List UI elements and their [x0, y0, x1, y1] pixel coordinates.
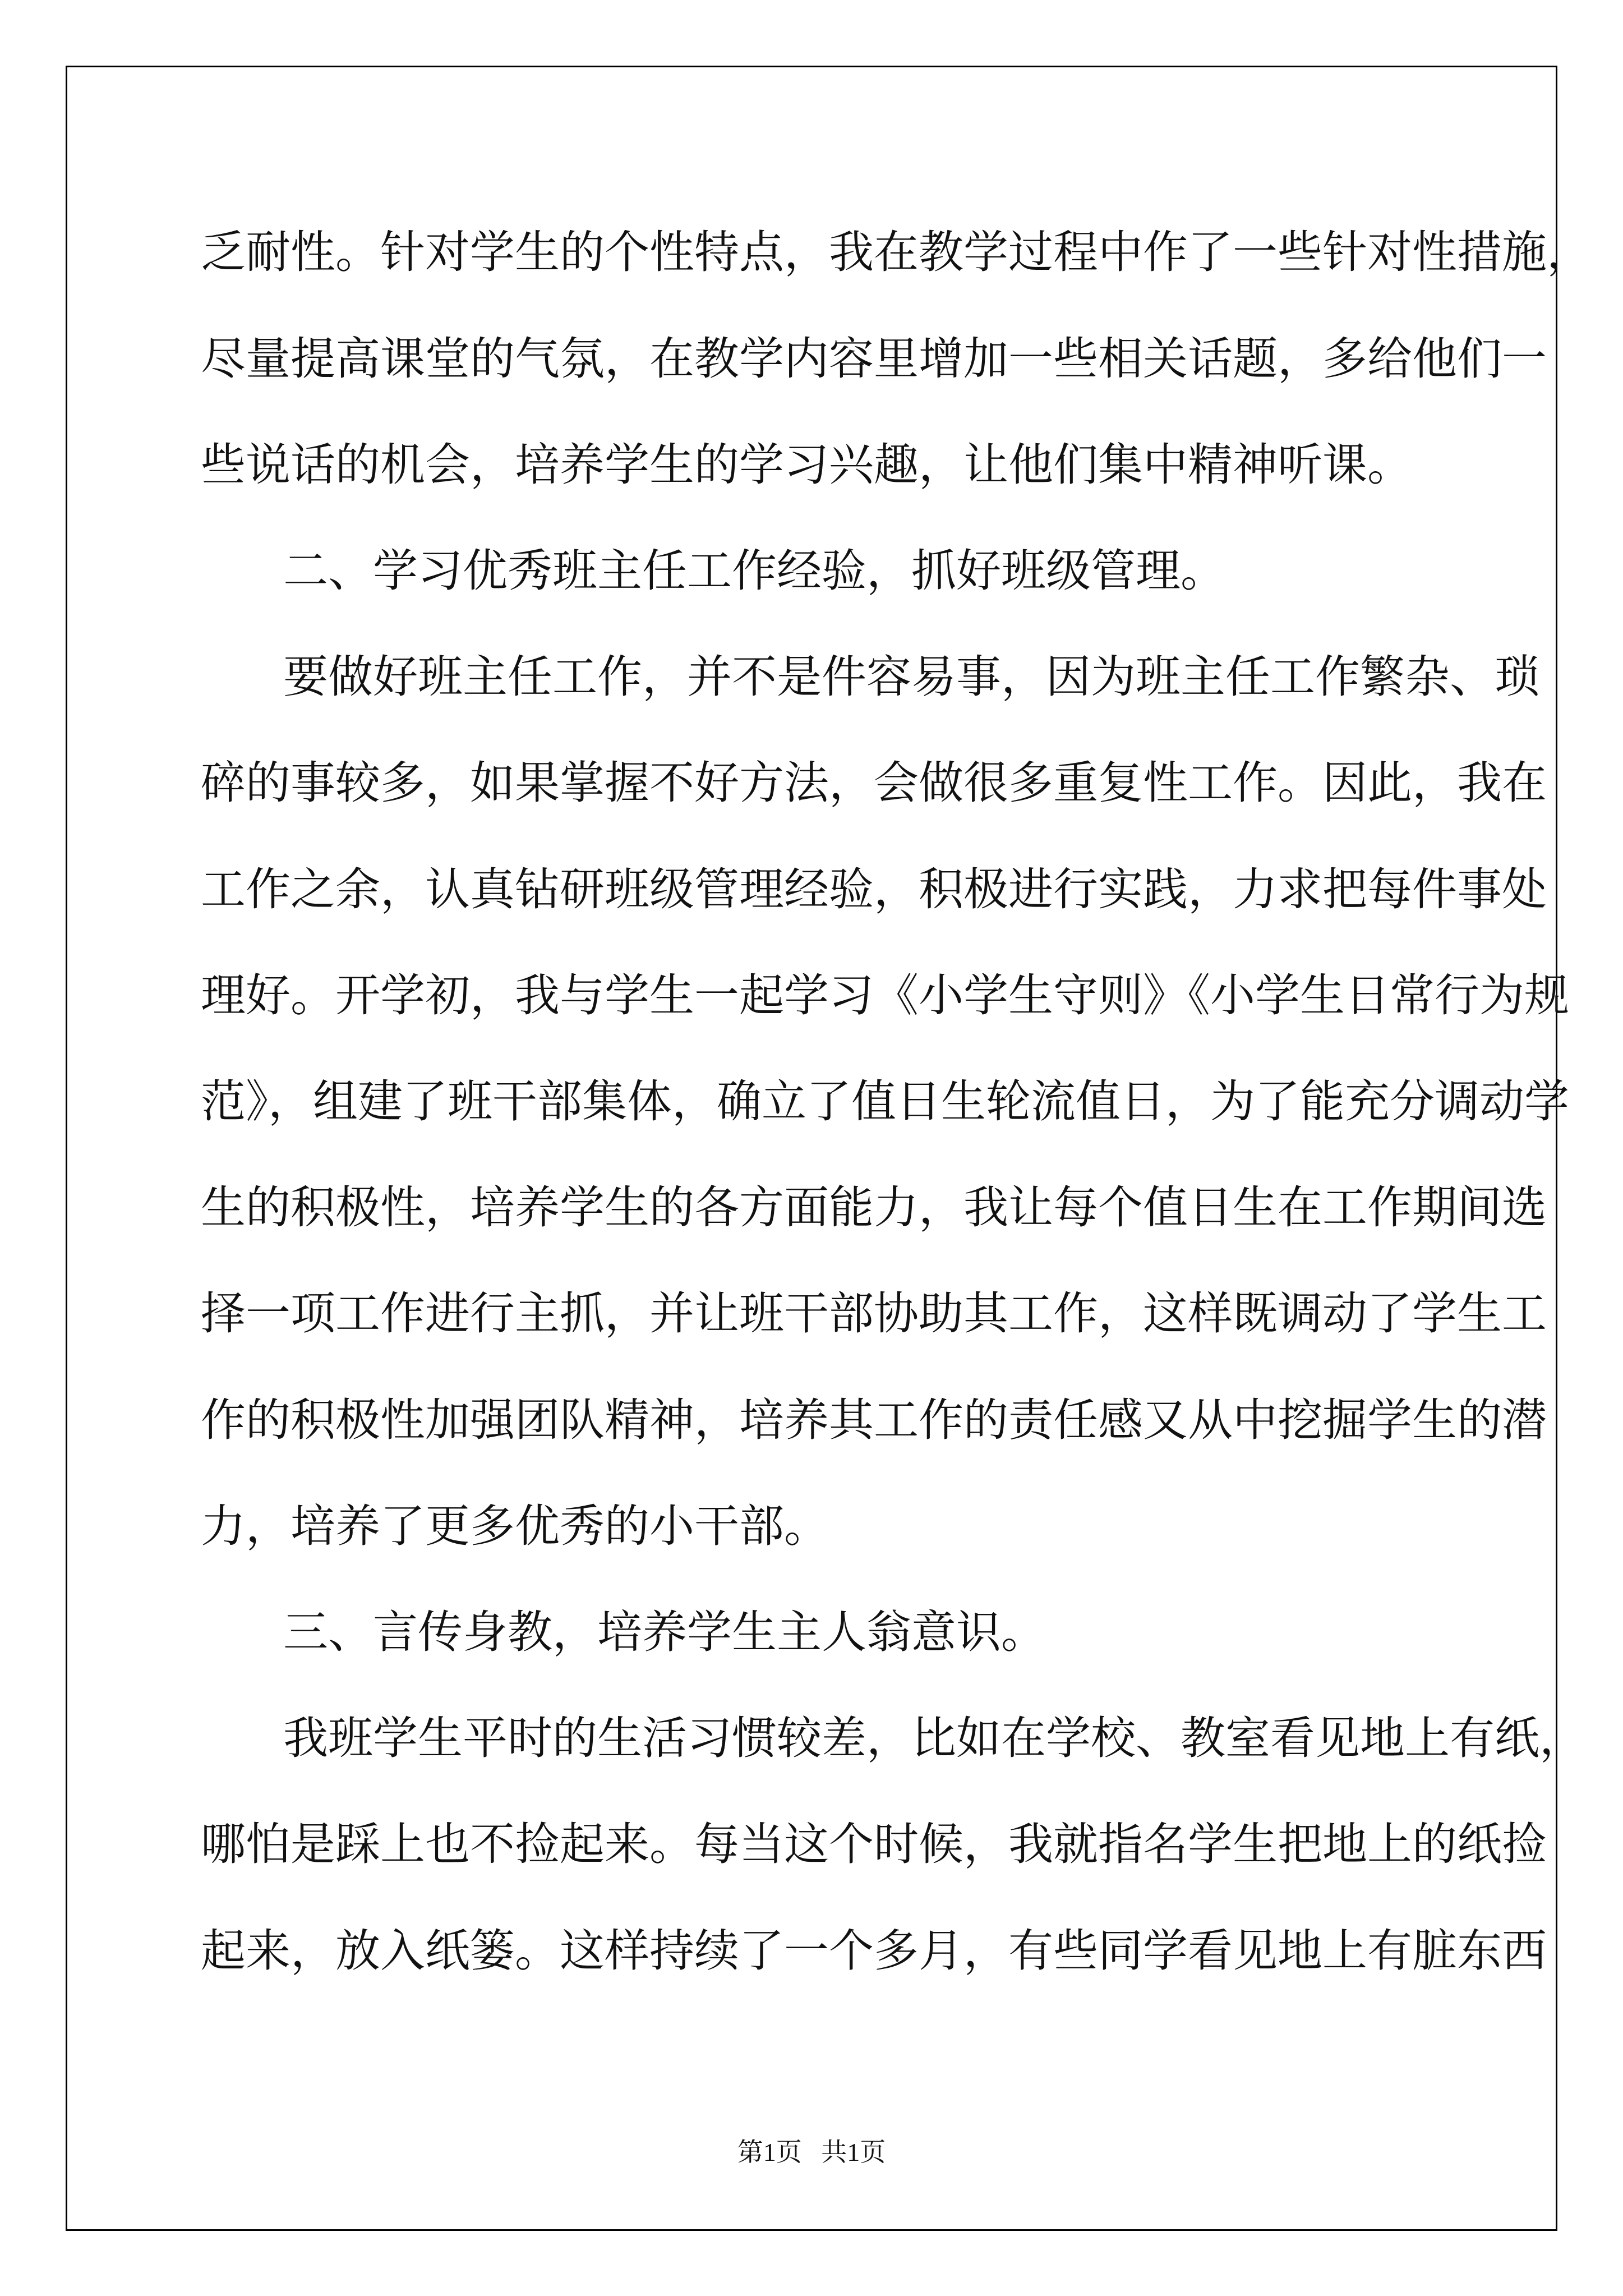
text-line: 理好。开学初，我与学生一起学习《小学生守则》《小学生日常行为规: [201, 969, 1569, 1022]
text-line: 起来，放入纸篓。这样持续了一个多月，有些同学看见地上有脏东西: [201, 1925, 1547, 1977]
text-line: 作的积极性加强团队精神，培养其工作的责任感又从中挖掘学生的潜: [201, 1394, 1547, 1446]
text-line: 要做好班主任工作，并不是件容易事，因为班主任工作繁杂、琐: [283, 651, 1539, 703]
text-line: 力，培养了更多优秀的小干部。: [201, 1500, 829, 1552]
page-footer: 第1页 共1页: [737, 2138, 886, 2166]
text-line: 些说话的机会，培养学生的学习兴趣，让他们集中精神听课。: [201, 439, 1412, 491]
text-line: 择一项工作进行主抓，并让班干部协助其工作，这样既调动了学生工: [201, 1287, 1547, 1340]
text-line: 范》，组建了班干部集体，确立了值日生轮流值日，为了能充分调动学: [201, 1075, 1569, 1128]
text-line: 工作之余，认真钻研班级管理经验，积极进行实践，力求把每件事处: [201, 863, 1547, 915]
text-line: 哪怕是踩上也不捡起来。每当这个时候，我就指名学生把地上的纸捡: [201, 1818, 1547, 1870]
text-line: 我班学生平时的生活习惯较差，比如在学校、教室看见地上有纸，: [283, 1712, 1584, 1764]
text-line: 尽量提高课堂的气氛，在教学内容里增加一些相关话题，多给他们一: [201, 333, 1547, 385]
text-line: 碎的事较多，如果掌握不好方法，会做很多重复性工作。因此，我在: [201, 757, 1547, 809]
page-border: [66, 66, 1557, 2231]
text-line: 乏耐性。针对学生的个性特点，我在教学过程中作了一些针对性措施，: [201, 226, 1592, 278]
section-heading: 二、学习优秀班主任工作经验，抓好班级管理。: [283, 545, 1225, 597]
section-heading: 三、言传身教，培养学生主人翁意识。: [283, 1606, 1046, 1658]
text-line: 生的积极性，培养学生的各方面能力，我让每个值日生在工作期间选: [201, 1181, 1547, 1234]
